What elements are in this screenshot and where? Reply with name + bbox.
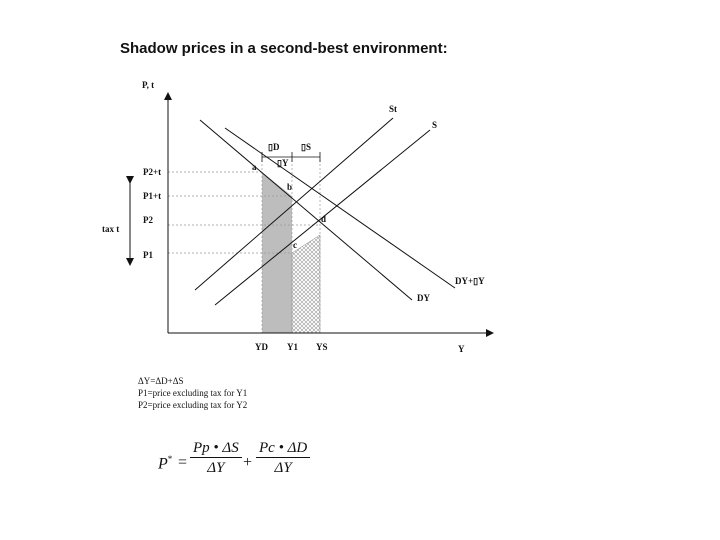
notes: [138, 375, 247, 411]
formula-term2-denominator: ΔY: [274, 460, 292, 476]
formula-lhs: P*: [158, 454, 173, 473]
formula-term1: [190, 440, 242, 477]
shift-label-delta-s: ▯S: [301, 142, 311, 152]
curve-label-st: St: [389, 104, 398, 114]
formula-term1-numerator: Pp • ΔS: [190, 440, 242, 458]
price-label-p1: P1: [143, 250, 153, 260]
formula-term2-numerator: Pc • ΔD: [256, 440, 310, 458]
formula-term2: [256, 440, 310, 477]
formula-plus: +: [243, 454, 253, 471]
point-label-a: a: [252, 162, 257, 172]
point-label-d: d: [321, 214, 327, 224]
shadow-price-formula: [150, 438, 350, 490]
quantity-label-ys: YS: [316, 342, 328, 352]
note-p2: P2=price excluding tax for Y2: [138, 400, 248, 410]
formula-term1-denominator: ΔY: [207, 460, 225, 476]
price-label-p2: P2: [143, 215, 153, 225]
shift-label-delta-y: ▯Y: [277, 158, 289, 168]
curve-label-s: S: [432, 120, 438, 130]
note-delta-y: ΔY=ΔD+ΔS: [138, 376, 184, 386]
point-label-c: c: [293, 240, 297, 250]
demand-curve-dy-shift: [225, 128, 455, 288]
shift-brackets: [262, 152, 320, 162]
slide-title: Shadow prices in a second-best environment:: [120, 40, 448, 57]
axis-y-label: P, t: [142, 80, 155, 90]
price-label-p2-plus-t: P2+t: [143, 167, 162, 177]
shift-label-delta-d: ▯D: [268, 142, 280, 152]
quantity-label-y1: Y1: [287, 342, 298, 352]
curve-label-dy: DY: [417, 293, 430, 303]
axis-x-label: Y: [458, 344, 465, 354]
price-label-p1-plus-t: P1+t: [143, 191, 162, 201]
tax-label: tax t: [102, 224, 120, 234]
quantity-label-yd: YD: [255, 342, 268, 352]
formula-equals: =: [178, 454, 188, 471]
point-label-b: b: [287, 182, 293, 192]
note-p1: P1=price excluding tax for Y1: [138, 388, 248, 398]
curve-label-dy-shift: DY+▯Y: [455, 276, 485, 286]
